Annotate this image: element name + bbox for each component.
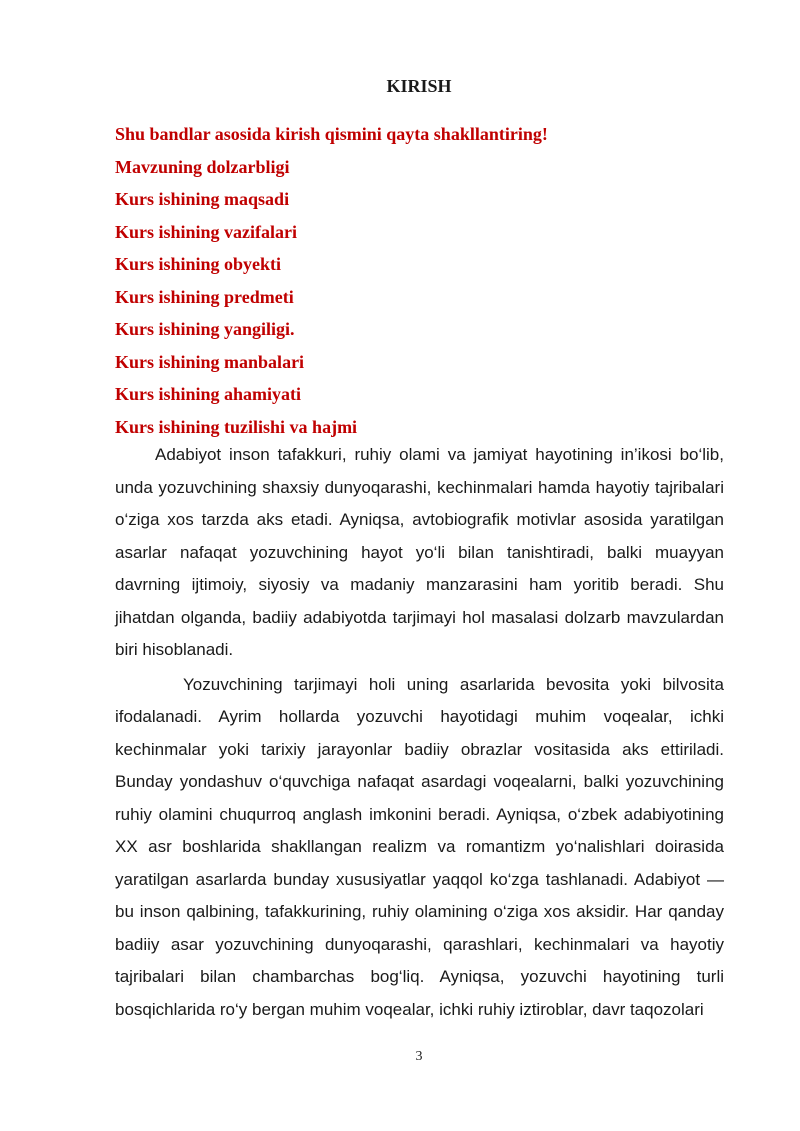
paragraph: Adabiyot inson tafakkuri, ruhiy olami va jamiyat hayotining in’ikosi bo‘lib, unda yozuvchining shaxsiy dunyoqarashi, kechinmalari hamda hayotiy tajribalari o‘ziga xos tarzda aks etadi. Ayniqsa, avtobiografik motivlar asosida yaratilgan asarlar nafaqat yozuvchining hayot yo‘li bilan tanishtiradi, balki muayyan davrning ijtimoiy, siyosiy va madaniy manzarasini ham yoritib beradi. Shu jihatdan olganda, badiiy adabiyotda tarjimayi hol masalasi dolzarb mavzulardan biri hisoblanadi. xyxy=(115,445,724,659)
section-item: Kurs ishining manbalari xyxy=(115,351,305,372)
page-number: 3 xyxy=(415,1049,423,1064)
section-item: Kurs ishining predmeti xyxy=(115,286,294,307)
page-title: KIRISH xyxy=(386,76,452,96)
section-item: Kurs ishining tuzilishi va hajmi xyxy=(115,416,358,437)
section-item: Kurs ishining yangiligi. xyxy=(115,319,295,339)
body-text xyxy=(115,439,724,1026)
section-list xyxy=(115,118,725,443)
section-item: Mavzuning dolzarbligi xyxy=(115,156,290,177)
section-item: Kurs ishining obyekti xyxy=(115,254,282,274)
paragraph: Yozuvchining tarjimayi holi uning asarlarida bevosita yoki bilvosita ifodalanadi. Ayrim hollarda yozuvchi hayotidagi muhim voqealar, ichki kechinmalar yoki tarixiy jarayonlar badiiy obrazlar vositasida aks ettiriladi. Bunday yondashuv o‘quvchiga nafaqat asardagi voqealarni, balki yozuvchining ruhiy olamini chuqurroq anglash imkonini beradi. Ayniqsa, o‘zbek adabiyotining XX asr boshlarida shakllangan realizm va romantizm yo‘nalishlari doirasida yaratilgan asarlarda bunday xususiyatlar yaqqol ko‘zga tashlanadi. Adabiyot — bu inson qalbining, tafakkurining, ruhiy olamining o‘ziga xos aksidir. Har qanday badiiy asar yozuvchining dunyoqarashi, qarashlari, kechinmalari va hayotiy tajribalari bilan chambarchas bog‘liq. Ayniqsa, yozuvchi hayotining turli bosqichlarida ro‘y bergan muhim voqealar, ichki ruhiy iztiroblar, davr taqozolari xyxy=(115,674,724,1019)
section-item: Kurs ishining ahamiyati xyxy=(115,384,302,404)
section-item: Kurs ishining vazifalari xyxy=(115,221,298,242)
section-item: Kurs ishining maqsadi xyxy=(115,189,290,209)
instruction-line: Shu bandlar asosida kirish qismini qayta shakllantiring! xyxy=(115,124,548,144)
